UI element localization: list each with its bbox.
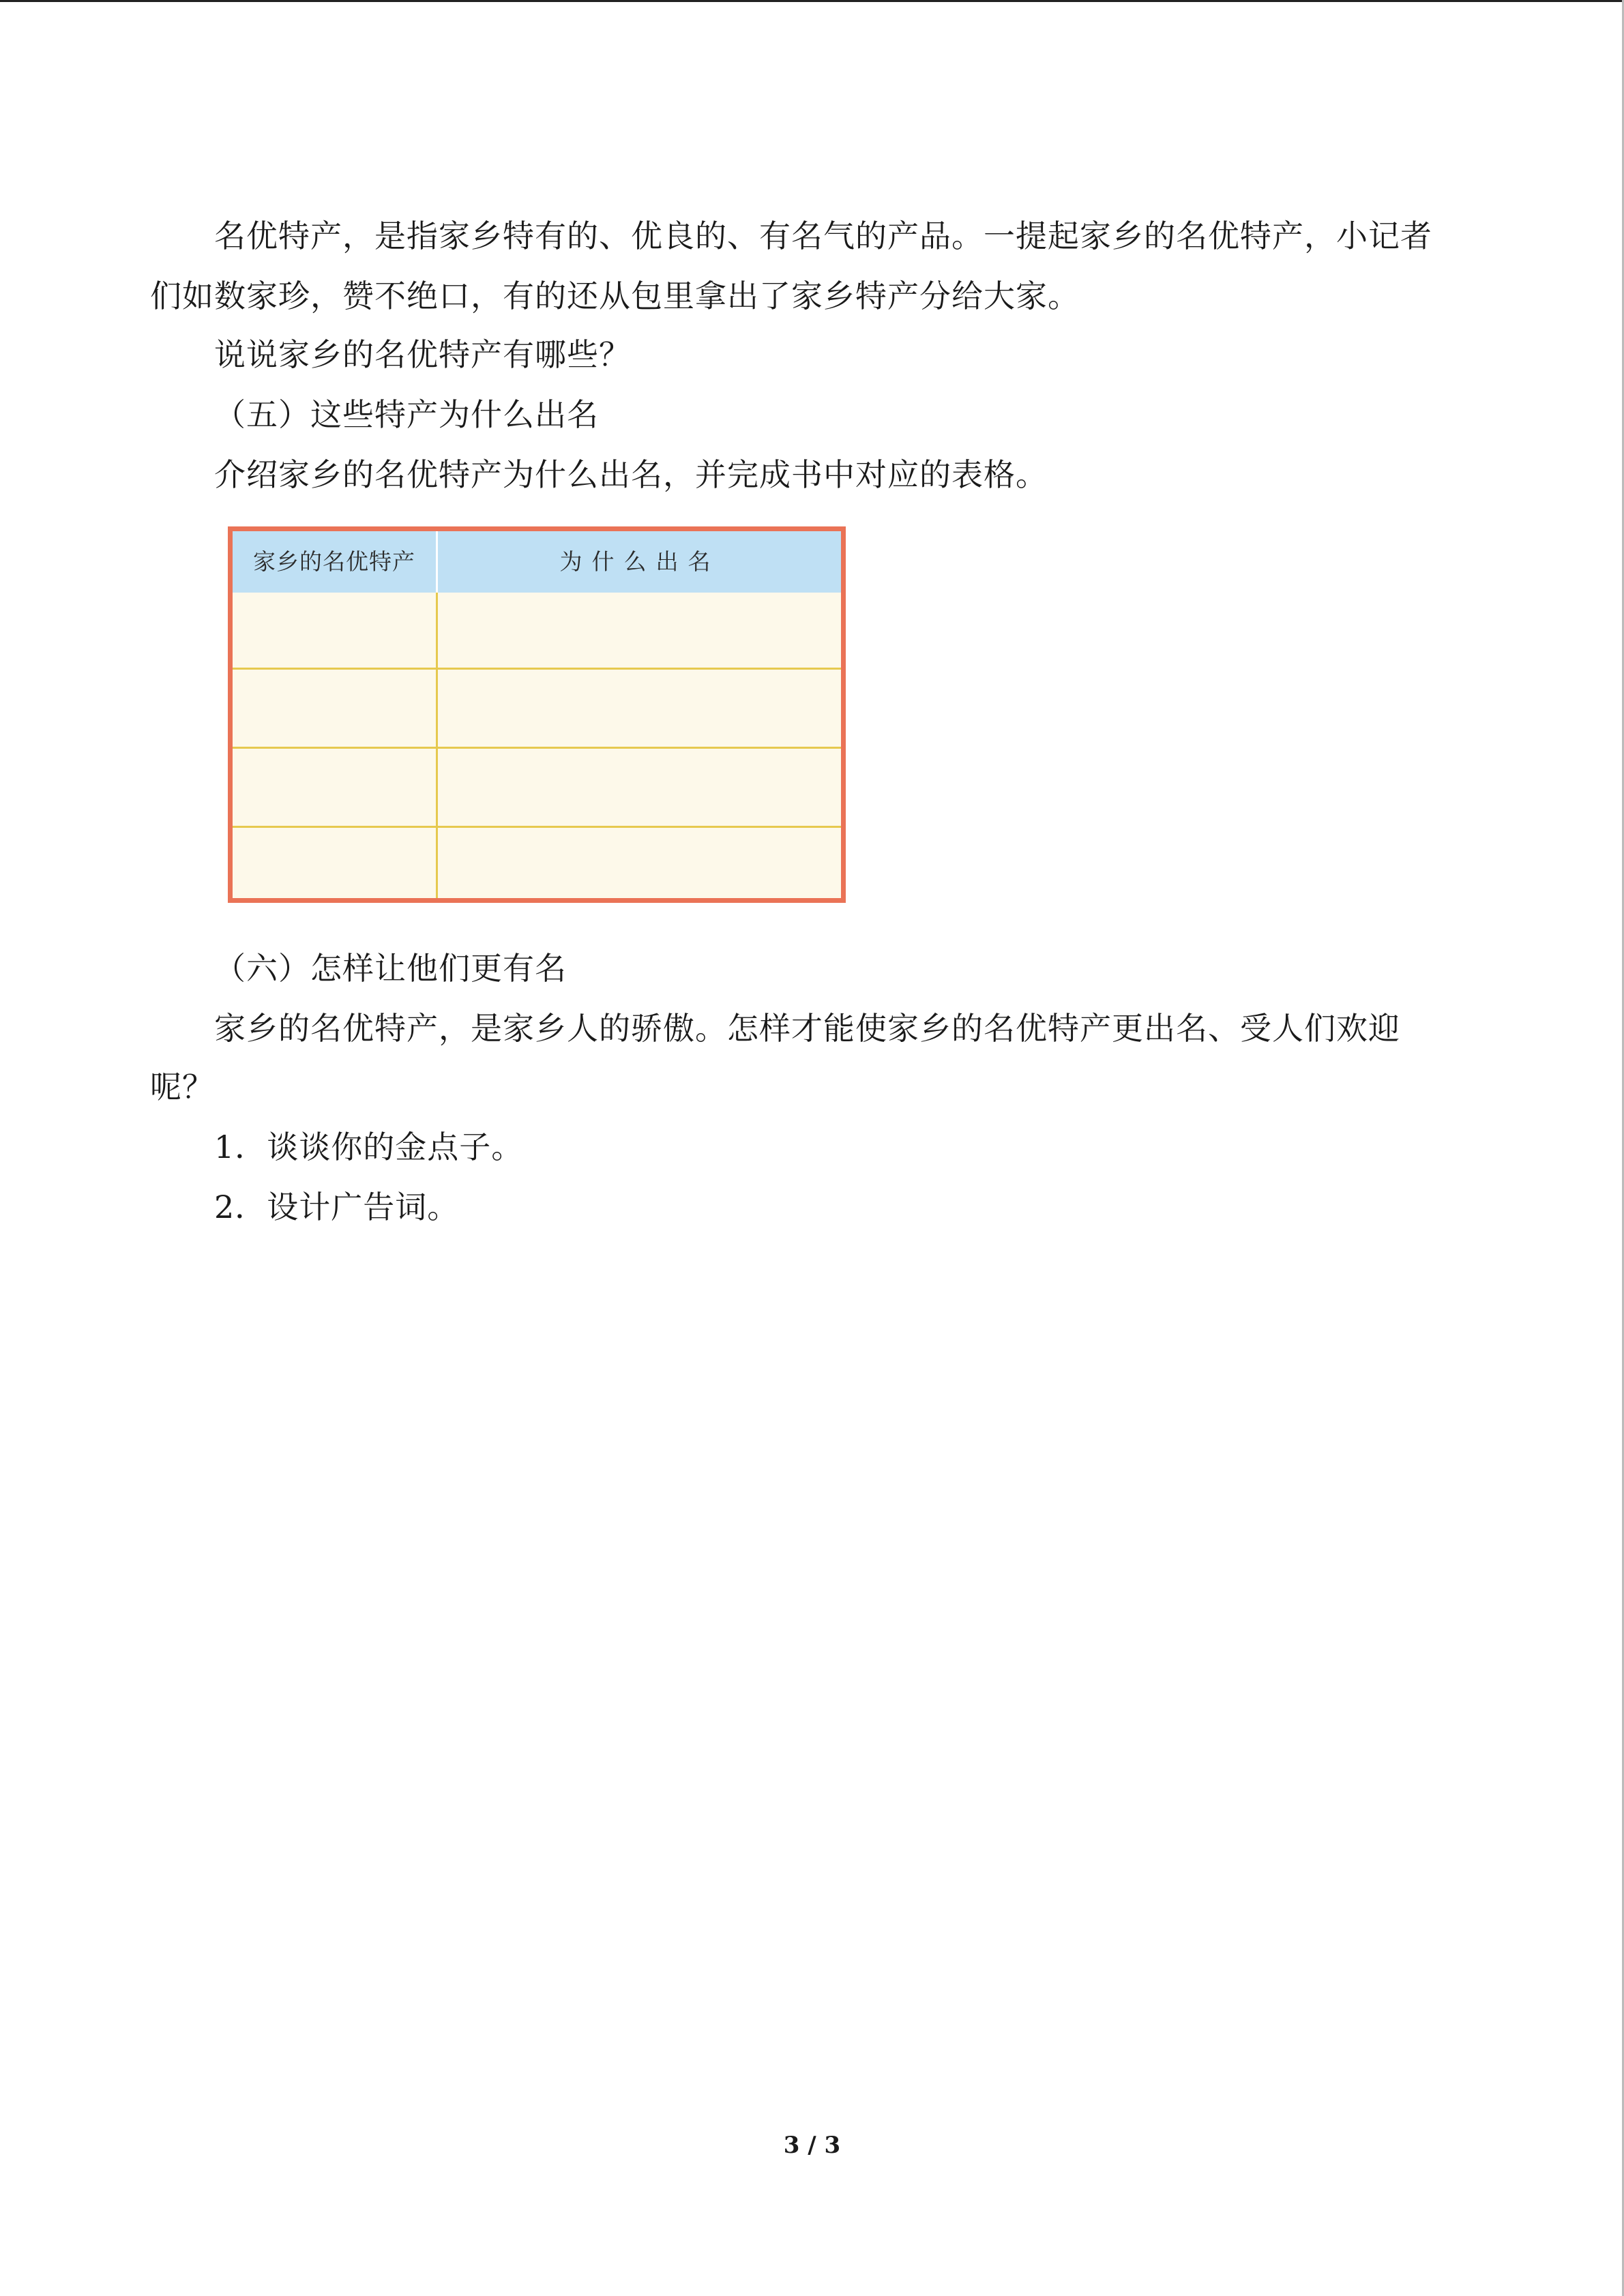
paragraph-pride-line-2: 呢？ [150,1069,214,1105]
table-cell [438,828,842,896]
table-cell [233,828,436,896]
table-cell [438,593,842,668]
table-header-reason: 为什么出名 [559,548,720,575]
section-heading-6: （六）怎样让他们更有名 [214,950,567,987]
paragraph-table-instruction: 介绍家乡的名优特产为什么出名，并完成书中对应的表格。 [214,456,1048,493]
paragraph-intro-line-2: 们如数家珍，赞不绝口，有的还从包里拿出了家乡特产分给大家。 [150,278,1080,314]
specialty-table [228,526,846,903]
table-cell [438,749,842,826]
list-item-idea: 1．谈谈你的金点子。 [214,1129,524,1165]
paragraph-question: 说说家乡的名优特产有哪些？ [214,336,631,373]
paragraph-intro-line-1: 名优特产，是指家乡特有的、优良的、有名气的产品。一提起家乡的名优特产，小记者 [214,218,1432,254]
paragraph-pride-line-1: 家乡的名优特产，是家乡人的骄傲。怎样才能使家乡的名优特产更出名、受人们欢迎 [214,1010,1400,1047]
table-cell [233,670,436,747]
page-number: 3 / 3 [783,2132,841,2159]
list-item-slogan: 2．设计广告词。 [214,1189,460,1225]
section-heading-5: （五）这些特产为什么出名 [214,396,599,433]
table-cell [233,749,436,826]
table-header-specialty: 家乡的名优特产 [253,548,415,575]
table-cell [438,670,842,747]
table-cell [233,593,436,668]
page-top-border [0,0,1624,2]
